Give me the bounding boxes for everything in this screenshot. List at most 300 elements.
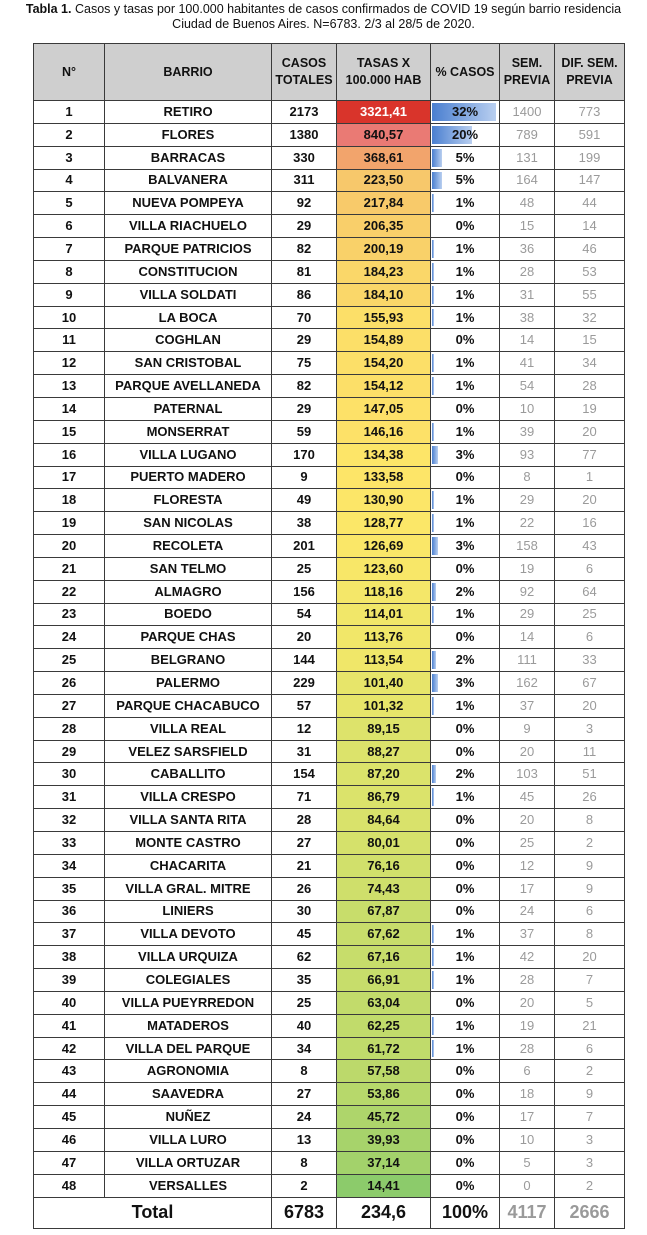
sem-previa: 103 (500, 763, 555, 786)
dif-sem-previa: 6 (555, 1037, 625, 1060)
total-pct: 100% (431, 1197, 500, 1228)
table-row (34, 854, 625, 877)
table-row (34, 809, 625, 832)
sem-previa: 789 (500, 123, 555, 146)
row-number: 29 (34, 740, 105, 763)
row-number: 24 (34, 626, 105, 649)
total-sem: 4117 (500, 1197, 555, 1228)
table-row (34, 420, 625, 443)
table-row (34, 283, 625, 306)
barrio-name: PALERMO (105, 672, 272, 695)
row-number: 1 (34, 101, 105, 124)
pct-casos (431, 397, 500, 420)
tasa-100000: 133,58 (337, 466, 431, 489)
casos-totales: 154 (272, 763, 337, 786)
barrio-name: VILLA LUGANO (105, 443, 272, 466)
pct-label: 32% (451, 103, 479, 119)
dif-sem-previa: 9 (555, 1083, 625, 1106)
dif-sem-previa: 26 (555, 786, 625, 809)
table-row (34, 512, 625, 535)
pct-label: 1% (455, 423, 475, 439)
tasa-100000: 84,64 (337, 809, 431, 832)
row-number: 21 (34, 557, 105, 580)
table-row (34, 557, 625, 580)
pct-casos (431, 1060, 500, 1083)
sem-previa: 8 (500, 466, 555, 489)
dif-sem-previa: 11 (555, 740, 625, 763)
sem-previa: 28 (500, 969, 555, 992)
total-dif: 2666 (555, 1197, 625, 1228)
dif-sem-previa: 19 (555, 397, 625, 420)
tasa-100000: 130,90 (337, 489, 431, 512)
pct-data-bar (432, 925, 434, 943)
pct-label: 1% (455, 949, 475, 965)
tasa-100000: 74,43 (337, 877, 431, 900)
barrio-name: FLORESTA (105, 489, 272, 512)
barrio-name: FLORES (105, 123, 272, 146)
table-row (34, 169, 625, 192)
pct-data-bar (432, 286, 434, 304)
sem-previa: 37 (500, 923, 555, 946)
pct-label: 2% (455, 583, 475, 599)
pct-casos (431, 991, 500, 1014)
sem-previa: 10 (500, 1128, 555, 1151)
barrio-name: SAAVEDRA (105, 1083, 272, 1106)
sem-previa: 36 (500, 238, 555, 261)
pct-label: 0% (455, 1177, 475, 1193)
sem-previa: 22 (500, 512, 555, 535)
row-number: 33 (34, 832, 105, 855)
sem-previa: 15 (500, 215, 555, 238)
pct-casos (431, 923, 500, 946)
barrio-name: PATERNAL (105, 397, 272, 420)
dif-sem-previa: 77 (555, 443, 625, 466)
pct-label: 3% (455, 446, 475, 462)
pct-data-bar (432, 948, 434, 966)
tasa-100000: 45,72 (337, 1106, 431, 1129)
table-row (34, 260, 625, 283)
header-sem: SEM. PREVIA (500, 44, 555, 101)
table-row (34, 329, 625, 352)
dif-sem-previa: 20 (555, 420, 625, 443)
table-row (34, 991, 625, 1014)
pct-label: 1% (455, 240, 475, 256)
dif-sem-previa: 25 (555, 603, 625, 626)
pct-casos (431, 375, 500, 398)
pct-casos (431, 1037, 500, 1060)
total-row (34, 1197, 625, 1228)
sem-previa: 12 (500, 854, 555, 877)
row-number: 18 (34, 489, 105, 512)
barrio-name: SAN CRISTOBAL (105, 352, 272, 375)
row-number: 26 (34, 672, 105, 695)
table-row (34, 877, 625, 900)
barrio-name: AGRONOMIA (105, 1060, 272, 1083)
dif-sem-previa: 1 (555, 466, 625, 489)
barrio-name: BOEDO (105, 603, 272, 626)
barrio-name: BALVANERA (105, 169, 272, 192)
casos-totales: 54 (272, 603, 337, 626)
casos-totales: 330 (272, 146, 337, 169)
casos-totales: 40 (272, 1014, 337, 1037)
table-row (34, 466, 625, 489)
casos-totales: 34 (272, 1037, 337, 1060)
casos-totales: 30 (272, 900, 337, 923)
sem-previa: 41 (500, 352, 555, 375)
pct-label: 3% (455, 537, 475, 553)
pct-data-bar (432, 354, 434, 372)
row-number: 9 (34, 283, 105, 306)
pct-label: 1% (455, 515, 475, 531)
sem-previa: 18 (500, 1083, 555, 1106)
pct-casos (431, 306, 500, 329)
barrio-name: VILLA GRAL. MITRE (105, 877, 272, 900)
pct-casos (431, 626, 500, 649)
casos-totales: 38 (272, 512, 337, 535)
tasa-100000: 113,76 (337, 626, 431, 649)
casos-totales: 82 (272, 375, 337, 398)
pct-label: 0% (455, 1063, 475, 1079)
dif-sem-previa: 20 (555, 694, 625, 717)
pct-casos (431, 420, 500, 443)
table-row (34, 763, 625, 786)
pct-data-bar (432, 788, 434, 806)
dif-sem-previa: 20 (555, 946, 625, 969)
tasa-100000: 61,72 (337, 1037, 431, 1060)
tasa-100000: 146,16 (337, 420, 431, 443)
table-row (34, 672, 625, 695)
barrio-name: LA BOCA (105, 306, 272, 329)
barrio-name: NUÑEZ (105, 1106, 272, 1129)
pct-casos (431, 169, 500, 192)
row-number: 5 (34, 192, 105, 215)
header-pct: % CASOS (431, 44, 500, 101)
total-tasa: 234,6 (337, 1197, 431, 1228)
row-number: 34 (34, 854, 105, 877)
dif-sem-previa: 3 (555, 1128, 625, 1151)
casos-totales: 81 (272, 260, 337, 283)
tasa-100000: 123,60 (337, 557, 431, 580)
pct-label: 1% (455, 263, 475, 279)
pct-casos (431, 946, 500, 969)
tasa-100000: 66,91 (337, 969, 431, 992)
tasa-100000: 154,12 (337, 375, 431, 398)
casos-totales: 35 (272, 969, 337, 992)
sem-previa: 14 (500, 329, 555, 352)
casos-totales: 70 (272, 306, 337, 329)
sem-previa: 45 (500, 786, 555, 809)
sem-previa: 17 (500, 877, 555, 900)
pct-casos (431, 123, 500, 146)
casos-totales: 13 (272, 1128, 337, 1151)
pct-label: 1% (455, 697, 475, 713)
pct-label: 2% (455, 766, 475, 782)
pct-label: 0% (455, 560, 475, 576)
table-row (34, 215, 625, 238)
sem-previa: 31 (500, 283, 555, 306)
barrio-name: VERSALLES (105, 1174, 272, 1197)
pct-label: 0% (455, 720, 475, 736)
pct-data-bar (432, 1017, 434, 1035)
table-row (34, 946, 625, 969)
casos-totales: 28 (272, 809, 337, 832)
tasa-100000: 368,61 (337, 146, 431, 169)
row-number: 7 (34, 238, 105, 261)
pct-label: 0% (455, 994, 475, 1010)
table-row (34, 101, 625, 124)
row-number: 4 (34, 169, 105, 192)
barrio-name: SAN TELMO (105, 557, 272, 580)
dif-sem-previa: 3 (555, 1151, 625, 1174)
pct-data-bar (432, 377, 434, 395)
row-number: 47 (34, 1151, 105, 1174)
casos-totales: 59 (272, 420, 337, 443)
dif-sem-previa: 6 (555, 626, 625, 649)
dif-sem-previa: 2 (555, 832, 625, 855)
tasa-100000: 76,16 (337, 854, 431, 877)
barrio-name: VILLA LURO (105, 1128, 272, 1151)
barrio-name: VILLA SANTA RITA (105, 809, 272, 832)
casos-totales: 2 (272, 1174, 337, 1197)
pct-data-bar (432, 240, 434, 258)
pct-label: 1% (455, 492, 475, 508)
pct-data-bar (432, 491, 434, 509)
table-row (34, 238, 625, 261)
table-row (34, 1083, 625, 1106)
row-number: 28 (34, 717, 105, 740)
row-number: 11 (34, 329, 105, 352)
sem-previa: 92 (500, 580, 555, 603)
sem-previa: 42 (500, 946, 555, 969)
tasa-100000: 155,93 (337, 306, 431, 329)
pct-label: 0% (455, 218, 475, 234)
casos-totales: 20 (272, 626, 337, 649)
casos-totales: 156 (272, 580, 337, 603)
table-row (34, 192, 625, 215)
pct-casos (431, 1174, 500, 1197)
casos-totales: 86 (272, 283, 337, 306)
pct-label: 0% (455, 857, 475, 873)
casos-totales: 2173 (272, 101, 337, 124)
sem-previa: 10 (500, 397, 555, 420)
row-number: 32 (34, 809, 105, 832)
casos-totales: 25 (272, 557, 337, 580)
pct-casos (431, 877, 500, 900)
casos-totales: 29 (272, 215, 337, 238)
table-row (34, 923, 625, 946)
dif-sem-previa: 15 (555, 329, 625, 352)
casos-totales: 62 (272, 946, 337, 969)
sem-previa: 54 (500, 375, 555, 398)
pct-casos (431, 786, 500, 809)
sem-previa: 162 (500, 672, 555, 695)
dif-sem-previa: 6 (555, 900, 625, 923)
table-row (34, 603, 625, 626)
pct-casos (431, 672, 500, 695)
table-row (34, 375, 625, 398)
sem-previa: 24 (500, 900, 555, 923)
barrio-name: PARQUE AVELLANEDA (105, 375, 272, 398)
sem-previa: 158 (500, 535, 555, 558)
table-row (34, 443, 625, 466)
table-row (34, 580, 625, 603)
barrio-name: SAN NICOLAS (105, 512, 272, 535)
pct-casos (431, 215, 500, 238)
row-number: 37 (34, 923, 105, 946)
row-number: 39 (34, 969, 105, 992)
pct-casos (431, 854, 500, 877)
pct-label: 0% (455, 743, 475, 759)
tasa-100000: 53,86 (337, 1083, 431, 1106)
header-row (34, 44, 625, 101)
dif-sem-previa: 34 (555, 352, 625, 375)
dif-sem-previa: 46 (555, 238, 625, 261)
row-number: 43 (34, 1060, 105, 1083)
casos-totales: 25 (272, 991, 337, 1014)
barrio-name: MATADEROS (105, 1014, 272, 1037)
casos-totales: 24 (272, 1106, 337, 1129)
sem-previa: 29 (500, 603, 555, 626)
pct-data-bar (432, 971, 434, 989)
pct-label: 2% (455, 652, 475, 668)
table-row (34, 1014, 625, 1037)
pct-casos (431, 1014, 500, 1037)
dif-sem-previa: 199 (555, 146, 625, 169)
pct-label: 1% (455, 971, 475, 987)
sem-previa: 14 (500, 626, 555, 649)
tasa-100000: 80,01 (337, 832, 431, 855)
pct-casos (431, 557, 500, 580)
pct-label: 0% (455, 880, 475, 896)
sem-previa: 48 (500, 192, 555, 215)
dif-sem-previa: 64 (555, 580, 625, 603)
barrio-name: VILLA RIACHUELO (105, 215, 272, 238)
dif-sem-previa: 7 (555, 1106, 625, 1129)
pct-data-bar (432, 514, 434, 532)
casos-totales: 144 (272, 649, 337, 672)
pct-casos (431, 443, 500, 466)
tasa-100000: 113,54 (337, 649, 431, 672)
pct-label: 1% (455, 1040, 475, 1056)
table-row (34, 123, 625, 146)
table-row (34, 1060, 625, 1083)
dif-sem-previa: 773 (555, 101, 625, 124)
pct-data-bar (432, 765, 436, 783)
casos-totales: 57 (272, 694, 337, 717)
pct-data-bar (432, 1040, 434, 1058)
tasa-100000: 101,40 (337, 672, 431, 695)
tasa-100000: 89,15 (337, 717, 431, 740)
tasa-100000: 184,23 (337, 260, 431, 283)
pct-label: 0% (455, 1086, 475, 1102)
pct-label: 1% (455, 286, 475, 302)
row-number: 44 (34, 1083, 105, 1106)
tasa-100000: 114,01 (337, 603, 431, 626)
header-dif: DIF. SEM. PREVIA (555, 44, 625, 101)
barrio-name: RECOLETA (105, 535, 272, 558)
pct-casos (431, 740, 500, 763)
sem-previa: 93 (500, 443, 555, 466)
row-number: 10 (34, 306, 105, 329)
pct-casos (431, 1106, 500, 1129)
dif-sem-previa: 2 (555, 1060, 625, 1083)
pct-casos (431, 694, 500, 717)
total-label: Total (34, 1197, 272, 1228)
tasa-100000: 67,16 (337, 946, 431, 969)
pct-label: 5% (455, 149, 475, 165)
row-number: 38 (34, 946, 105, 969)
tasa-100000: 62,25 (337, 1014, 431, 1037)
dif-sem-previa: 28 (555, 375, 625, 398)
tasa-100000: 217,84 (337, 192, 431, 215)
pct-data-bar (432, 309, 434, 327)
title-line-1: Tabla 1. Casos y tasas por 100.000 habitantes de casos confirmados de COVID 19 según barrio residencia (25, 2, 622, 16)
tasa-100000: 134,38 (337, 443, 431, 466)
pct-label: 0% (455, 834, 475, 850)
row-number: 15 (34, 420, 105, 443)
dif-sem-previa: 7 (555, 969, 625, 992)
tasa-100000: 223,50 (337, 169, 431, 192)
table-row (34, 626, 625, 649)
barrio-name: MONTE CASTRO (105, 832, 272, 855)
tasa-100000: 63,04 (337, 991, 431, 1014)
tasa-100000: 101,32 (337, 694, 431, 717)
pct-casos (431, 1128, 500, 1151)
tasa-100000: 88,27 (337, 740, 431, 763)
table-title (0, 2, 647, 32)
sem-previa: 164 (500, 169, 555, 192)
pct-label: 0% (455, 903, 475, 919)
sem-previa: 1400 (500, 101, 555, 124)
sem-previa: 38 (500, 306, 555, 329)
tasa-100000: 200,19 (337, 238, 431, 261)
row-number: 3 (34, 146, 105, 169)
tasa-100000: 126,69 (337, 535, 431, 558)
pct-casos (431, 512, 500, 535)
dif-sem-previa: 8 (555, 923, 625, 946)
sem-previa: 6 (500, 1060, 555, 1083)
row-number: 12 (34, 352, 105, 375)
pct-data-bar (432, 423, 434, 441)
dif-sem-previa: 5 (555, 991, 625, 1014)
pct-casos (431, 603, 500, 626)
tasa-100000: 67,62 (337, 923, 431, 946)
pct-casos (431, 146, 500, 169)
casos-totales: 71 (272, 786, 337, 809)
sem-previa: 20 (500, 991, 555, 1014)
barrio-name: VILLA CRESPO (105, 786, 272, 809)
pct-data-bar (432, 194, 434, 212)
tasa-100000: 147,05 (337, 397, 431, 420)
casos-totales: 49 (272, 489, 337, 512)
table-row (34, 969, 625, 992)
dif-sem-previa: 16 (555, 512, 625, 535)
pct-data-bar (432, 172, 442, 190)
casos-totales: 9 (272, 466, 337, 489)
pct-data-bar (432, 583, 436, 601)
sem-previa: 111 (500, 649, 555, 672)
sem-previa: 29 (500, 489, 555, 512)
barrio-name: VILLA URQUIZA (105, 946, 272, 969)
casos-totales: 8 (272, 1060, 337, 1083)
casos-totales: 170 (272, 443, 337, 466)
total-casos: 6783 (272, 1197, 337, 1228)
row-number: 35 (34, 877, 105, 900)
tasa-100000: 37,14 (337, 1151, 431, 1174)
pct-casos (431, 329, 500, 352)
sem-previa: 25 (500, 832, 555, 855)
casos-totales: 26 (272, 877, 337, 900)
